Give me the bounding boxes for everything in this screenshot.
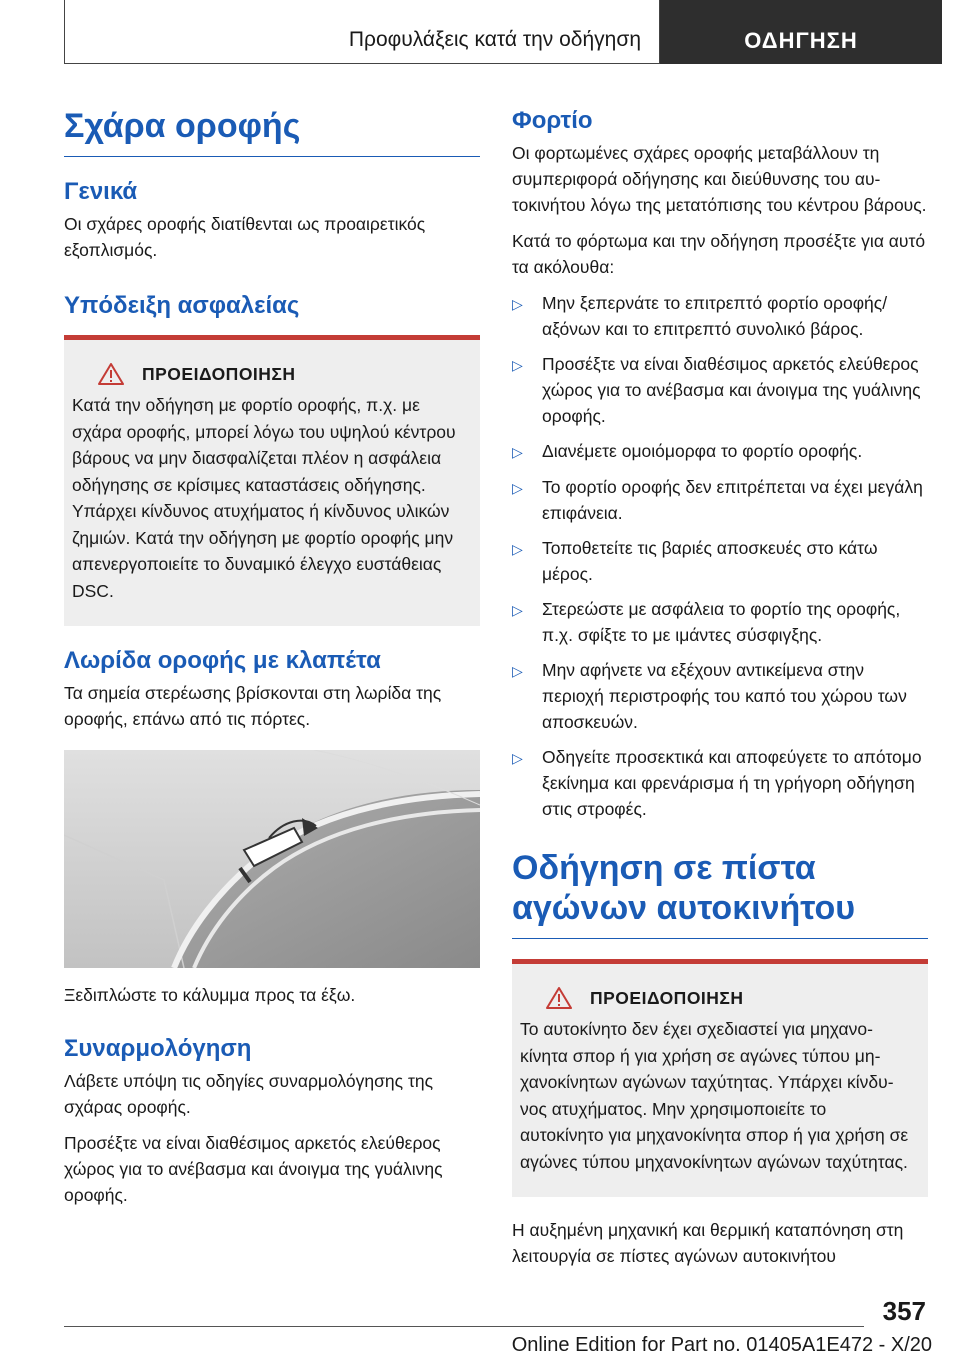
header-section-title: Προφυλάξεις κατά την οδήγηση [348,28,641,51]
header-section-box [64,0,660,64]
load-text-1: Οι φορτωμένες σχάρες οροφής μεταβάλλουν τη συμπεριφορά οδήγησης και διεύθυνσης του αυτοκινήτου λόγω της μετατόπισης του κέντρου βάρους. [512,143,927,215]
roof-strip-photo [64,750,480,968]
left-column [64,100,480,1218]
section-title-roof-rack: Σχάρα οροφής [64,100,480,157]
triangle-right-icon: ▷ [512,444,523,460]
triangle-right-icon: ▷ [512,357,523,373]
list-item: ▷ Διανέμετε ομοιόμορφα το φορτίο οροφής. [512,438,928,465]
triangle-right-icon: ▷ [512,541,523,557]
warning-triangle-icon [98,362,124,386]
list-item: ▷ Τοποθετείτε τις βαριές αποσκευές στο κάτω μέρος. [512,535,928,587]
warning-text: Κατά την οδήγηση με φορτίο οροφής, π.χ. με σχάρα οροφής, μπορεί λόγω του υψηλού κέντρου βάρους να μην διασφαλίζεται πλέον η ασφάλεια οδήγησης σε κρίσιμες καταστάσεις οδήγησης. Υπάρχει κίνδυνος ατυχήματος ή κίνδυνος υλικών ζημιών. Κατά την οδήγηση με φορτίο οροφής μην απενεργοποιείτε το δυναμικό έλεγχο ευστάθειας DSC. [72,395,456,601]
list-item: ▷ Οδηγείτε προσεκτικά και αποφεύγετε το απότομο ξεκίνημα και φρενάρισμα ή τη γρήγορη οδήγηση στις στροφές. [512,744,928,822]
warning-title: ΠΡΟΕΙΔΟΠΟΙΗΣΗ [142,363,296,384]
heading-roof-strip: Λωρίδα οροφής με κλαπέτα [64,647,381,674]
triangle-right-icon: ▷ [512,663,523,679]
right-column [512,100,928,1279]
roof-strip-illustration [64,750,480,968]
list-item: ▷ Στερεώστε με ασφάλεια το φορτίο της οροφής, π.χ. σφίξτε το με ιμάντες σύσφιγξης. [512,596,928,648]
heading-general: Γενικά [64,178,138,205]
roof-strip-text: Τα σημεία στερέωσης βρίσκονται στη λωρίδα της οροφής, επάνω από τις πόρτες. [64,683,442,729]
list-item: ▷ Μην αφήνετε να εξέχουν αντικείμενα στην περιοχή περιστροφής του καπό του χώρου των αποσκευών. [512,657,928,735]
warning-box [64,335,480,626]
warning-box [512,959,928,1197]
header-chapter-tab: ΟΔΗΓΗΣΗ [660,0,942,64]
warning-header [520,986,912,1010]
race-track-text: Η αυξημένη μηχανική και θερμική καταπόνηση στη λειτουργία σε πίστες αγώνων αυτοκινήτου [512,1220,904,1266]
heading-assembly: Συναρμολόγηση [64,1035,252,1062]
page-number: 357 [882,1296,926,1326]
list-item: ▷ Μην ξεπερνάτε το επιτρεπτό φορτίο οροφής/ αξόνων και το επιτρεπτό συνολικό βάρος. [512,290,928,342]
list-item: ▷ Το φορτίο οροφής δεν επιτρέπεται να έχει μεγάλη επιφάνεια. [512,474,928,526]
heading-safety-note: Υπόδειξη ασφαλείας [64,292,300,319]
general-text: Οι σχάρες οροφής διατίθενται ως προαιρετικός εξοπλισμός. [64,214,426,260]
assembly-text-2: Προσέξτε να είναι διαθέσιμος αρκετός ελεύθερος χώρος για το ανέβασμα και άνοιγμα της γυάλινης οροφής. [64,1133,443,1205]
heading-load: Φορτίο [512,107,593,134]
footer-edition: Online Edition for Part no. 01405A1E472 - X/20 [511,1334,932,1356]
load-bullet-list [512,290,928,822]
assembly-text-1: Λάβετε υπόψη τις οδηγίες συναρμολόγησης της σχάρας οροφής. [64,1071,434,1117]
triangle-right-icon: ▷ [512,750,523,766]
warning-title: ΠΡΟΕΙΔΟΠΟΙΗΣΗ [590,987,744,1008]
page-header [64,0,942,64]
list-item: ▷ Προσέξτε να είναι διαθέσιμος αρκετός ελεύθερος χώρος για το ανέβασμα και άνοιγμα της γυάλινης οροφής. [512,351,928,429]
photo-caption: Ξεδιπλώστε το κάλυμμα προς τα έξω. [64,985,356,1005]
warning-header [72,362,464,386]
footer-rule [64,1326,864,1327]
triangle-right-icon: ▷ [512,602,523,618]
warning-text: Το αυτοκίνητο δεν έχει σχεδιαστεί για μηχανοκίνητα σπορ ή για χρήση σε αγώνες τύπου μηχανοκίνητων αγώνων ταχύτητας. Υπάρχει κίνδυνος ατυχήματος. Μην χρησιμοποιείτε το αυτοκίνητο για μηχανοκίνητα σπορ ή για χρήση σε αγώνες τύπου μηχανοκίνητων αγώνων ταχύτητας. [520,1019,909,1172]
warning-triangle-icon [546,986,572,1010]
triangle-right-icon: ▷ [512,296,523,312]
triangle-right-icon: ▷ [512,480,523,496]
load-text-2: Κατά το φόρτωμα και την οδήγηση προσέξτε για αυτό τα ακόλουθα: [512,231,926,277]
section-title-race-track: Οδήγηση σε πίστα αγώνων αυτοκινήτου [512,842,928,939]
